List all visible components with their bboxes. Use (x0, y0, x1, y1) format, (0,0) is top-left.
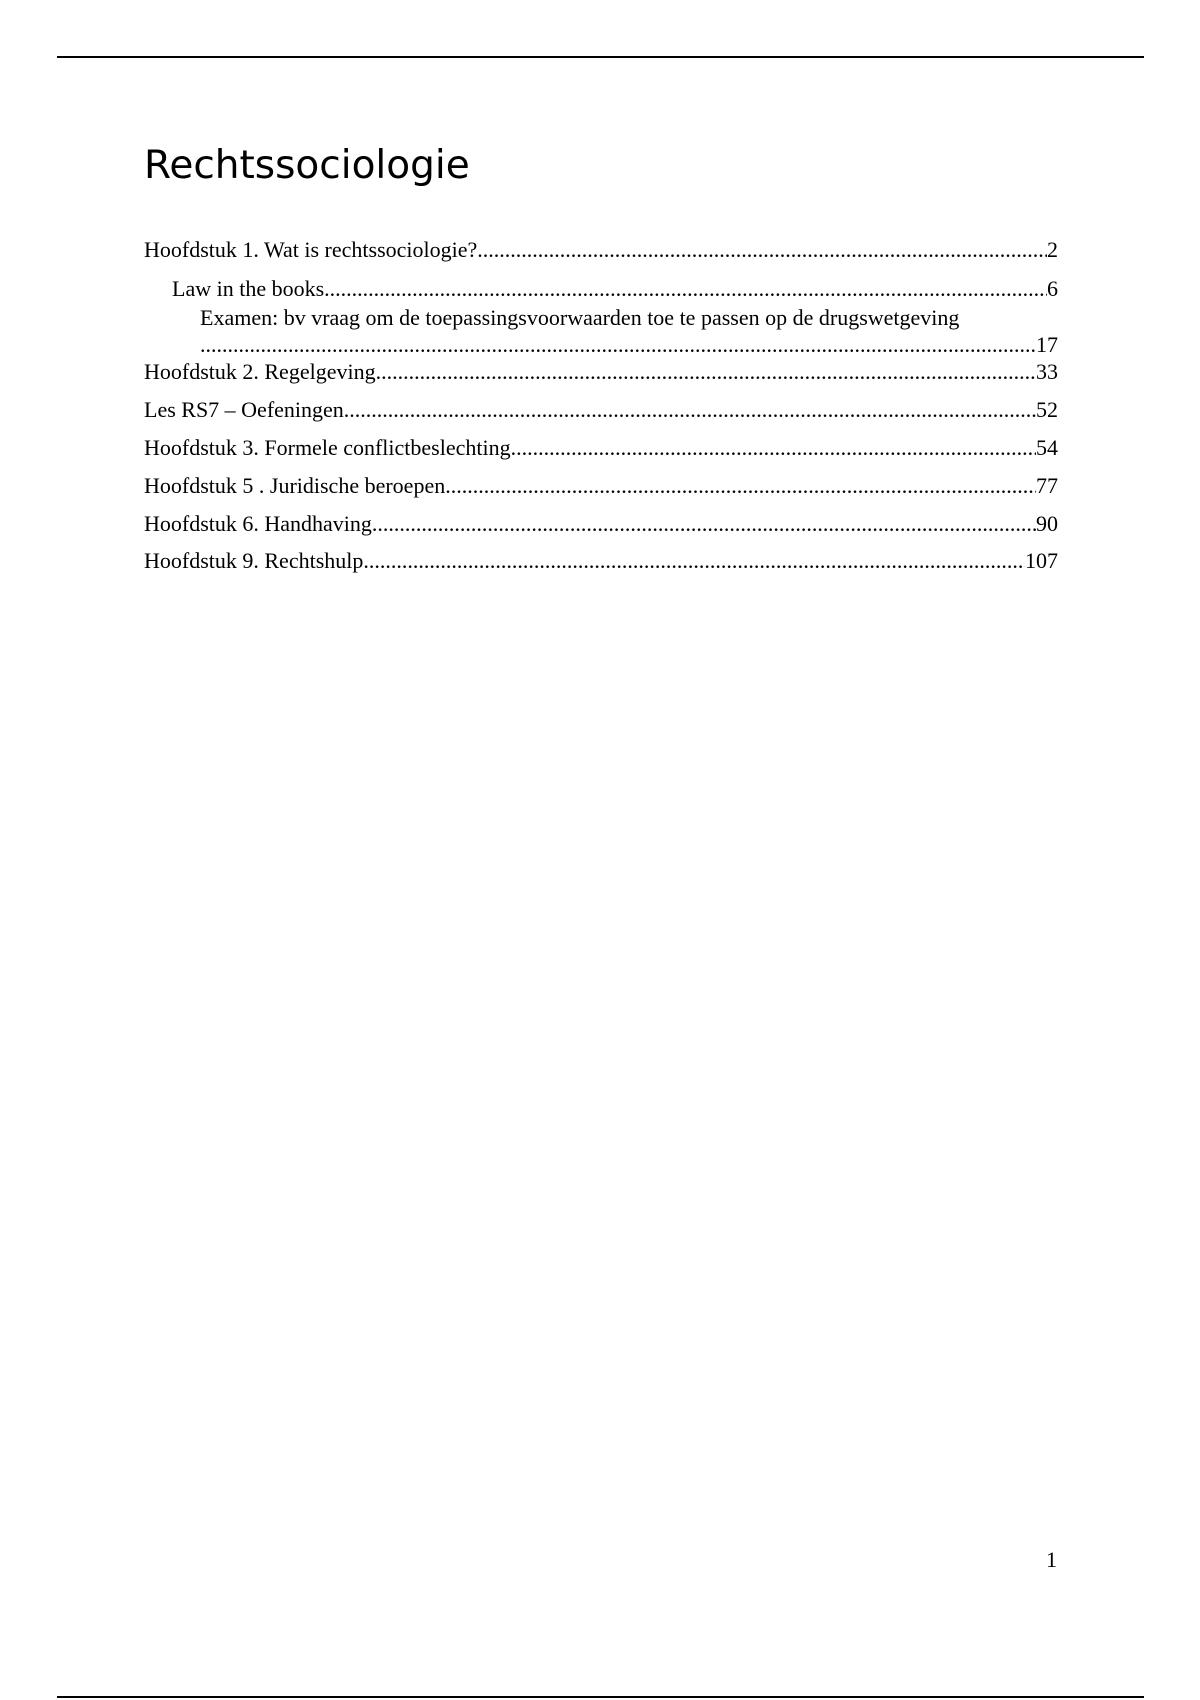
toc-entry-examen-continuation (200, 331, 1058, 359)
toc-entry-les-rs7[interactable] (144, 396, 1058, 424)
toc-dot-leader (363, 547, 1025, 575)
toc-entry-page: 90 (1036, 511, 1058, 536)
toc-entry-page: 54 (1036, 435, 1058, 460)
toc-entry-page: 6 (1047, 276, 1058, 301)
toc-entry-label: Hoofdstuk 2. Regelgeving (144, 359, 376, 384)
toc-dot-leader (511, 434, 1036, 462)
toc-entry-law-in-the-books[interactable] (172, 275, 1058, 303)
toc-dot-leader (344, 396, 1036, 424)
toc-dot-leader (445, 472, 1036, 500)
document-title: Rechtssociologie (144, 143, 470, 188)
toc-entry-label: Hoofdstuk 5 . Juridische beroepen (144, 473, 446, 498)
toc-entry-chapter-9[interactable] (144, 547, 1058, 575)
toc-entry-page: 33 (1036, 359, 1058, 384)
toc-entry-chapter-2[interactable] (144, 358, 1058, 386)
toc-entry-label: Hoofdstuk 1. Wat is rechtssociologie? (144, 237, 478, 262)
toc-dot-leader (324, 275, 1047, 303)
toc-dot-leader (372, 510, 1036, 538)
toc-entry-page: 17 (1036, 332, 1058, 357)
toc-entry-page: 77 (1036, 473, 1058, 498)
toc-entry-page: 52 (1036, 397, 1058, 422)
toc-entry-label: Law in the books (172, 276, 325, 301)
footer-rule (57, 1696, 1144, 1698)
toc-entry-label: Hoofdstuk 9. Rechtshulp (144, 548, 364, 573)
toc-dot-leader (200, 331, 1036, 359)
toc-entry-label: Les RS7 – Oefeningen (144, 397, 344, 422)
toc-entry-page: 107 (1025, 548, 1058, 573)
toc-entry-label: Hoofdstuk 6. Handhaving (144, 511, 372, 536)
toc-entry-chapter-1[interactable] (144, 236, 1058, 264)
toc-entry-chapter-5[interactable] (144, 472, 1058, 500)
page-number: 1 (1046, 1547, 1057, 1572)
toc-dot-leader (376, 358, 1036, 386)
toc-entry-chapter-6[interactable] (144, 510, 1058, 538)
toc-entry-label: Examen: bv vraag om de toepassingsvoorwaarden toe te passen op de drugswetgeving (200, 305, 960, 330)
header-rule (57, 56, 1144, 58)
toc-entry-page: 2 (1047, 237, 1058, 262)
toc-dot-leader (477, 236, 1047, 264)
toc-entry-chapter-3[interactable] (144, 434, 1058, 462)
toc-entry-label: Hoofdstuk 3. Formele conflictbeslechting (144, 435, 511, 460)
